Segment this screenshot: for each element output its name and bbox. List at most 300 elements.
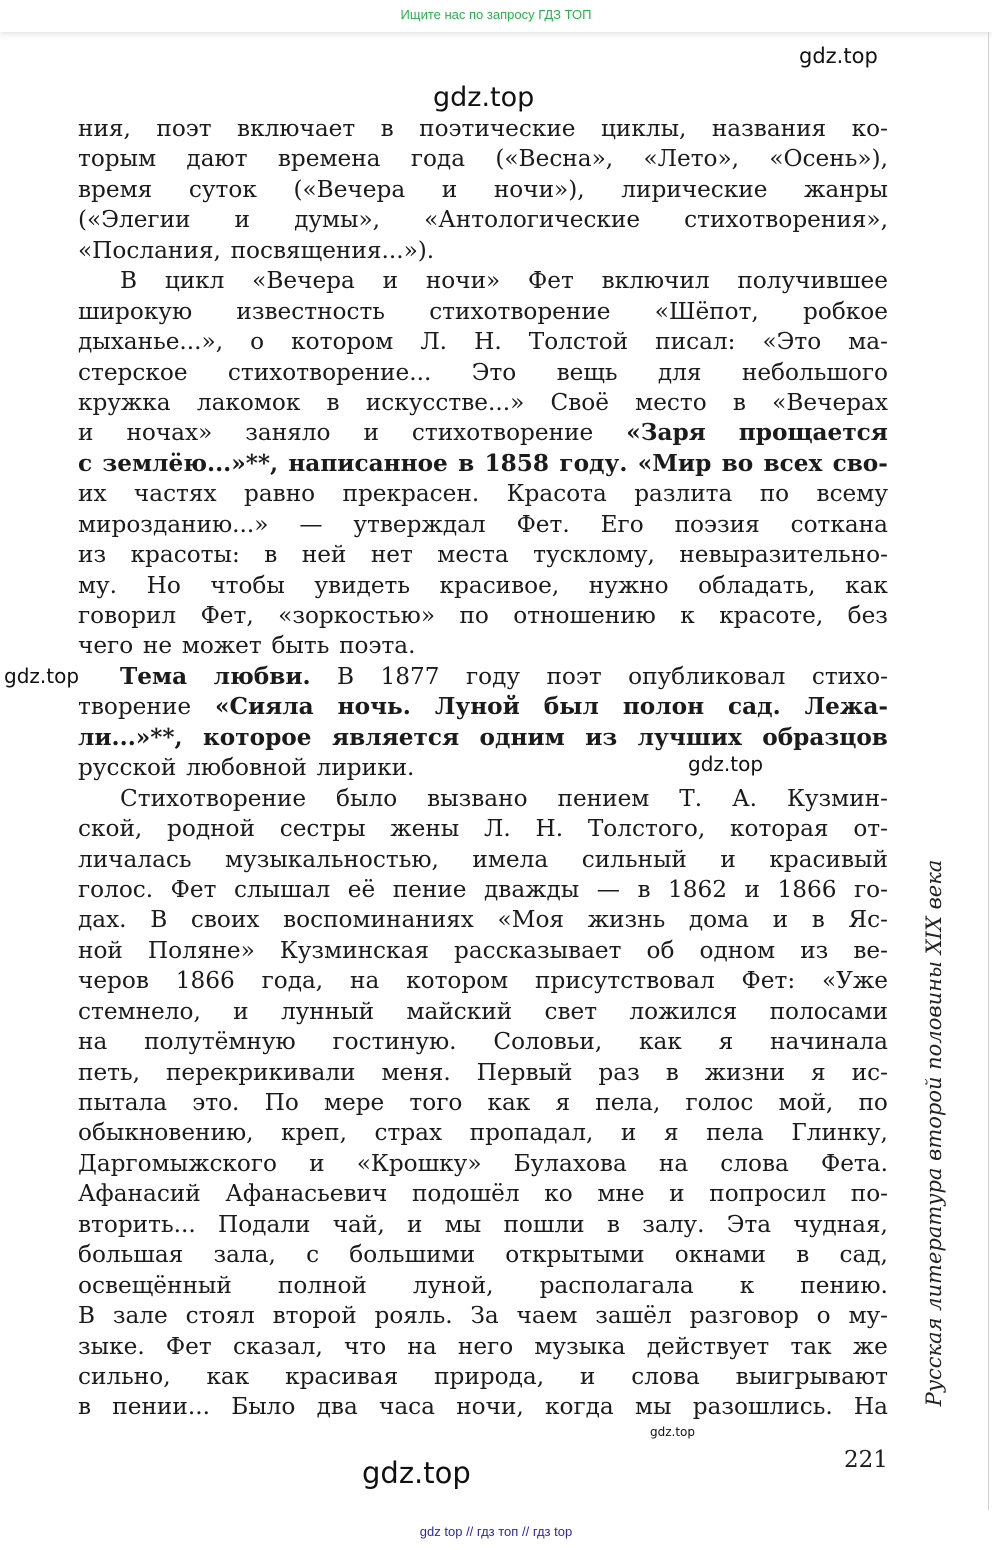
word: поэта. [339,632,416,660]
word: является [331,723,460,751]
word: прекрасен. [342,480,480,508]
word: и [233,997,249,1025]
word: в [380,115,394,142]
word: был [543,693,599,721]
word: «Мир [637,449,712,477]
word: пением [557,784,650,812]
word: «Вечера [252,267,355,295]
word: Эта [726,1210,772,1238]
word: разлита [634,480,733,508]
word: Фет [165,1332,212,1360]
word: Л. [420,328,448,356]
word: стихотворение [411,419,594,447]
top-banner-bar [0,0,992,32]
word: стихотворение [429,297,611,325]
word: стихо- [811,662,888,690]
word: и [234,206,251,234]
word: зала, [213,1241,276,1269]
word: и [772,906,789,934]
word: лирические [621,175,768,203]
word: Своё [550,388,609,416]
word: опубликовал [628,662,786,690]
word: му. [78,571,118,599]
word: зале [112,1302,168,1330]
word: лирики. [316,754,415,782]
word: чего [78,632,134,660]
word: в [665,1058,679,1086]
word: стерское [78,358,188,386]
word: За [470,1302,499,1330]
word: получившее [737,267,888,295]
text-line [78,631,888,661]
word: на [658,1149,689,1177]
word: широкую [78,297,193,325]
word: я [555,1089,571,1116]
word: обыкновению, [78,1119,254,1147]
word: Подали [217,1210,311,1238]
word: рояль. [374,1302,453,1330]
word: сво- [832,449,888,477]
word: стемнело, [78,997,201,1025]
word: открытыми [505,1241,645,1269]
word: нет [370,541,413,569]
word: увидеть [314,571,410,599]
word: освещённый [78,1271,232,1299]
text-line [78,510,888,540]
word: «Моя [497,906,565,934]
word: к [680,602,695,629]
watermark-top-right: gdz.top [799,44,878,68]
word: сестры [279,815,366,843]
word: обладать, [698,571,816,599]
word: вещь [556,358,618,386]
word: как [487,1089,531,1116]
word: поэзия [674,510,760,538]
word: петь, [78,1058,140,1086]
word: Глинку, [791,1119,888,1147]
word: Но [146,571,181,599]
word: разговор [689,1302,799,1330]
word: и [620,1119,637,1147]
word: музыкальностью, [225,845,439,873]
word: слова [631,1362,700,1390]
watermark-mid: gdz.top [688,752,764,776]
word: луной, [412,1271,494,1299]
text-line [78,1362,888,1392]
text-line [78,358,888,388]
word: свет [544,997,598,1025]
word: красивый [769,845,888,873]
word: и [382,267,399,295]
word: слова [720,1149,789,1177]
word: Даргомыжского [78,1149,277,1177]
word: 1858 [484,449,550,477]
word: пошли [503,1210,585,1238]
word: своих [190,906,260,934]
word: я [811,1058,826,1086]
word: торым [78,145,157,173]
footer-separator: // [521,1524,530,1539]
word: чай, [332,1210,385,1238]
word: всех [763,449,823,477]
footer-link-2[interactable]: гдз топ [476,1524,519,1539]
word: перекрикивали [165,1058,356,1086]
text-line [78,1392,888,1422]
word: и [720,845,736,873]
word: утверждал [353,510,486,538]
word: время [78,175,153,203]
word: мы [444,1210,482,1238]
word: места [437,541,509,569]
text-line [78,814,888,844]
text-line [78,692,888,722]
word: частях [133,480,217,508]
word: названия [711,115,827,142]
word: поэтические [419,115,576,142]
word: голос [685,1089,754,1116]
word: лунный [280,997,375,1025]
word: известность [236,297,385,325]
word: 1877 [380,662,440,690]
word: Т. [679,784,703,812]
word: Фет [528,267,574,295]
word: Толстого, [587,815,706,843]
text-line [78,175,888,205]
word: Это [471,358,517,386]
word: личалась [78,845,192,873]
text-line [78,753,888,783]
word: времена [277,145,381,173]
word: Л. [484,815,511,843]
word: А. [732,784,757,812]
page-body-text [78,114,888,1423]
word: по [759,480,790,508]
word: музыка [534,1332,626,1360]
word: дыханье...», [78,328,224,356]
word: ной [78,936,123,964]
watermark-bottom: gdz.top [362,1456,471,1490]
word: подошёл [411,1180,520,1208]
word: большая [78,1241,184,1269]
word: искусстве...» [365,388,525,416]
text-line [78,601,888,631]
word: я [663,1119,679,1147]
word: Тема [120,662,188,690]
word: и [579,1362,596,1390]
word: Фет, [200,602,254,629]
word: жизнь [587,906,666,934]
word: ве- [853,936,888,964]
word: что [344,1332,387,1360]
word: («Весна», [495,145,614,173]
text-line [78,418,888,448]
word: из [78,541,107,569]
word: как [639,1028,682,1056]
word: всему [816,480,888,508]
word: думы», [294,206,381,234]
word: в [326,388,340,416]
word: — [596,875,620,903]
word: в [606,1210,620,1238]
text-line [78,966,888,996]
text-line [78,1179,888,1209]
word: по- [850,1180,888,1208]
word: о [250,328,265,356]
text-line [78,266,888,296]
footer-link-3[interactable]: гдз top [532,1524,573,1539]
word: Фет. [516,510,570,538]
word: года, [261,967,324,995]
word: одном [699,936,776,964]
word: него [457,1332,514,1360]
word: же [852,1332,888,1360]
footer-link-1[interactable]: gdz top [419,1524,463,1539]
word: в [811,906,825,934]
text-line [78,997,888,1027]
word: пытала [78,1089,168,1116]
word: творение [78,693,192,721]
word: Поляне» [147,936,255,964]
word: в [264,541,278,569]
word: которая [730,815,829,843]
word: к [739,1271,755,1299]
text-line [78,205,888,235]
word: нужно [588,571,669,599]
word: Соловьи, [493,1028,603,1056]
word: красивое, [439,571,560,599]
word: «зоркостью» [278,602,436,629]
word: это. [192,1089,240,1116]
word: и [441,175,458,203]
word: и [406,1210,423,1238]
running-section-title: Русская литература второй половины XIX века [922,859,946,1407]
word: «Сияла [215,693,314,721]
word: По [264,1089,299,1116]
word: пела, [595,1089,661,1116]
word: и [669,1180,685,1208]
word: чудная, [793,1210,888,1238]
word: «Антологические [424,206,641,234]
word: в [78,1393,92,1421]
word: Булахова [513,1149,627,1177]
word: на [407,1332,437,1360]
text-line [78,1271,888,1301]
word: окнами [674,1241,767,1269]
word: Н. [474,328,502,356]
word: чтобы [210,571,285,599]
top-banner-link[interactable]: Ищите нас по запросу ГДЗ ТОП [400,7,592,22]
word: присутствовал [535,967,715,995]
word: ней [301,541,347,569]
word: пела [706,1119,764,1147]
word: майский [406,997,513,1025]
word: место [635,388,707,416]
footer-separator: // [466,1524,474,1539]
word: равно [243,480,316,508]
word: («Вечера [293,175,406,203]
word: располагала [539,1271,694,1299]
word: невыразительно- [679,541,888,569]
word: с [78,449,93,477]
word: красивая [285,1362,399,1390]
word: полосами [769,997,888,1025]
word: ской, [78,815,143,843]
word: говорил [78,602,177,629]
word: В [150,906,168,934]
word: Первый [476,1058,573,1086]
word: Яс- [848,906,888,934]
word: циклы, [600,115,687,142]
word: дважды [484,875,580,903]
word: второй [272,1302,357,1330]
word: Стихотворение [120,784,307,812]
word: лакомок [196,388,301,416]
word: мирозданию...» [78,510,269,538]
page-number: 221 [844,1447,888,1473]
word: пении... [112,1393,210,1421]
word: лучших [637,723,742,751]
word: и [309,1149,325,1177]
word: от- [853,815,888,843]
word: («Элегии [78,206,191,234]
word: включил [601,267,710,295]
word: имела [472,845,549,873]
word: Было [231,1393,296,1421]
word: дома [688,906,749,934]
word: котором [406,967,509,995]
word: русской [78,754,177,782]
word: «Послания, [78,236,221,264]
word: посвящения...»). [230,236,435,264]
watermark-top-center: gdz.top [433,82,535,113]
word: написанное [288,449,448,477]
word: красоты: [130,541,240,569]
word: родной [167,815,255,843]
word: котором [291,328,394,356]
word: рассказывает [454,936,622,964]
text-line [78,936,888,966]
word: ко- [851,115,888,142]
word: «Это [762,328,822,356]
word: зыке. [78,1332,145,1360]
text-line [78,327,888,357]
word: года [410,145,466,173]
text-line [78,236,888,266]
word: В [120,267,138,295]
word: ночи, [456,1393,524,1421]
word: действует [646,1332,770,1360]
text-line [78,1240,888,1270]
word: начинала [770,1028,888,1056]
word: ко [544,1180,573,1208]
text-line [78,571,888,601]
word: тусклому, [533,541,655,569]
word: Красота [506,480,607,508]
word: на [350,967,380,995]
word: 1866 [175,967,235,995]
word: голос. [78,875,154,903]
word: заняло [245,419,331,447]
word: ночь. [337,693,411,721]
text-line [78,905,888,935]
word: полон [622,693,705,721]
word: большими [349,1241,476,1269]
word: любовной [186,754,307,782]
word: Афанасий [78,1180,201,1208]
word: включает [237,115,356,142]
word: из [800,936,829,964]
word: «Крошку» [356,1149,482,1177]
word: сильный [581,845,687,873]
word: быть [271,632,330,660]
word: так [790,1332,832,1360]
page-edge-divider [988,32,989,1510]
text-line [78,1058,888,1088]
word: поэт [546,662,602,690]
word: 1862 [668,875,728,903]
word: жанры [804,175,888,203]
word: небольшого [741,358,888,386]
word: на [78,1028,108,1056]
word: меня. [381,1058,451,1086]
word: сильно, [78,1362,171,1390]
word: залу. [642,1210,705,1238]
word: Толстой [528,328,629,356]
word: цикл [164,267,225,295]
word: стихотворения», [684,206,888,234]
word: дах. [78,906,127,934]
text-line [78,1027,888,1057]
word: красоте, [719,602,824,629]
word: землёю...»**, [102,449,279,477]
word: из [585,723,618,751]
text-line [78,1118,888,1148]
word: пению. [800,1271,888,1299]
word: как [206,1362,250,1390]
word: В [337,662,355,690]
watermark-left: gdz.top [4,664,80,688]
word: пение [392,875,467,903]
word: любви. [213,662,311,690]
word: жены [390,815,460,843]
word: ния, [78,115,131,142]
word: и [78,419,94,447]
word: в [637,875,651,903]
word: «Осень»), [769,145,888,173]
word: зашёл [595,1302,672,1330]
word: Фета. [820,1149,888,1177]
word: вторить... [78,1210,196,1238]
word: «Шёпот, [654,297,759,325]
word: «Вечерах [772,388,888,416]
word: их [78,480,107,508]
word: раз [598,1058,640,1086]
text-line [78,297,888,327]
text-line [78,845,888,875]
text-line [78,784,888,814]
word: мой, [778,1089,834,1116]
word: суток [188,175,257,203]
word: как [845,571,888,599]
word: стоял [185,1302,255,1330]
text-line [78,540,888,570]
word: — [299,510,323,538]
text-line [78,1088,888,1118]
word: воспоминаниях [283,906,474,934]
word: креп, [281,1119,347,1147]
word: Н. [535,815,564,843]
word: году. [559,449,628,477]
